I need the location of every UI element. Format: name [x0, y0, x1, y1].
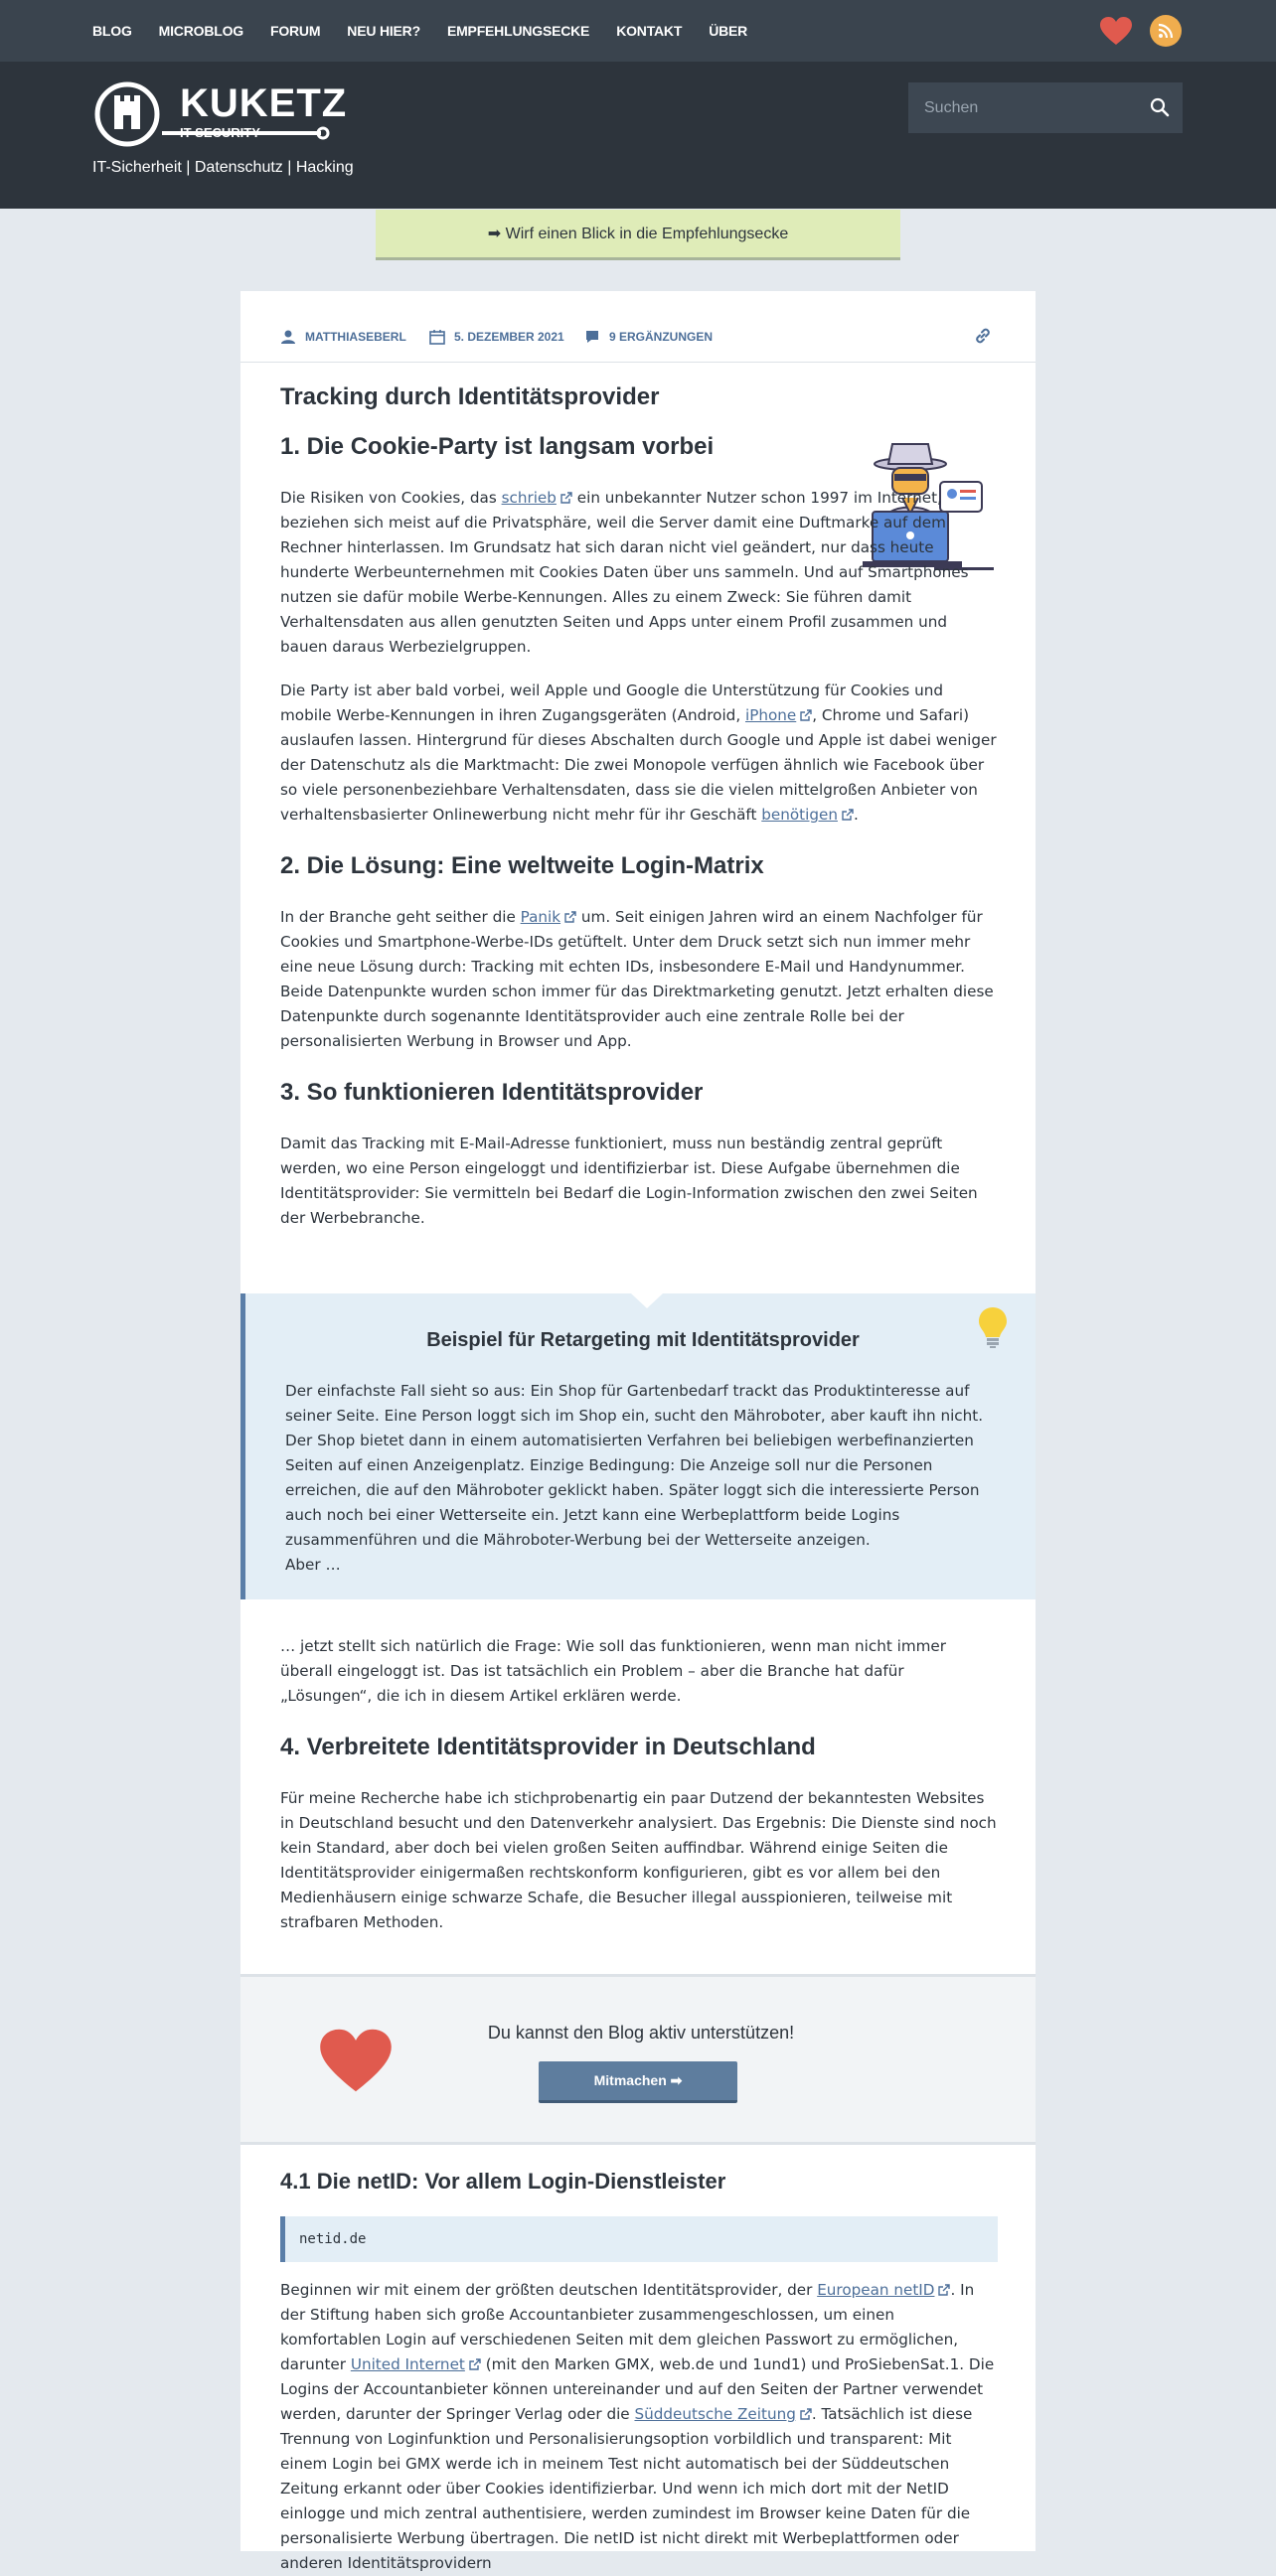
code-block: netid.de [280, 2216, 998, 2262]
search-input[interactable] [908, 99, 1127, 117]
after-box-paragraph: … jetzt stellt sich natürlich die Frage: Wie soll das funktionieren, wenn man nicht immer überall eingeloggt ist. Das ist tatsächlich ein Problem – aber die Branche hat dafür „Lösungen“, die ich in diesem Artikel erklären werde. [280, 1637, 947, 1705]
meta-author-text: MATTHIASEBERL [305, 330, 406, 344]
support-box [240, 1974, 1036, 2145]
box-tail: Aber … [285, 1556, 341, 1574]
section-1-paragraph-2 [280, 679, 998, 828]
nav-item-blog[interactable]: BLOG [92, 23, 132, 39]
external-link-icon [800, 2408, 812, 2420]
text-run: ein unbekannter Nutzer schon 1997 im Internet, beziehen sich meist auf die Privatsphäre, weil die Server damit eine Duftmarke auf dem Rechner hinterlassen. Im Grundsatz hat sich daran nicht viel geändert, nur dass heute hunderte Werbeunternehmen mit Cookies Daten über uns sammeln. Und auf Smartphones nutzen sie dafür mobile Werbe-Kennungen. Alles zu einem Zweck: Sie führen damit Verhaltensdaten aus allen genutzten Seiten und Apps unter einem Profil zusammen und bauen daraus Werbezielgruppen. [280, 489, 969, 656]
box-title: Beispiel für Retargeting mit Identitätsprovider [426, 1329, 860, 1351]
box-paragraph: Der einfachste Fall sieht so aus: Ein Shop für Gartenbedarf trackt das Produktinteresse auf seiner Seite. Eine Person loggt sich im Shop ein, sucht den Mähroboter, aber kauft ihn nicht. Der Shop bietet dann in einem automatisierten Verfahren bei beliebigen werbefinanzierten Seiten auf einen Anzeigenplatz. Einzige Bedingung: Die Anzeige soll nur die Personen erreichen, die auf den Mähroboter geklickt haben. Später loggt sich die interessierte Person auch noch bei einer Wetterseite ein. Jetzt kann eine Werbeplattform beide Logins zusammenführen und die Mähroboter-Werbung bei der Wetterseite anzeigen. [285, 1382, 984, 1549]
article-title: Tracking durch Identitätsprovider [280, 383, 660, 410]
link-iphone[interactable]: iPhone [744, 706, 797, 724]
link-united-internet[interactable]: United Internet [350, 2355, 465, 2373]
text-run: um. Seit einigen Jahren wird an einem Nachfolger für Cookies und Smartphone-Werbe-IDs getüftelt. Unter dem Druck setzt sich nun immer mehr eine neue Lösung durch: Tracking mit echten IDs, insbesondere E-Mail und Handynummer. Beide Datenpunkte wurden schon immer für das Direktmarketing genutzt. Jetzt erhalten diese Datenpunkte durch sogenannte Identitätsprovider auch eine zentrale Rolle bei der personalisierten Werbung in Browser und App. [280, 908, 994, 1050]
site-tagline: IT-Sicherheit | Datenschutz | Hacking [92, 159, 354, 176]
text-run: , Chrome und Safari) auslaufen lassen. Hintergrund für dieses Abschalten durch Google und Apple ist dabei weniger der Datenschutz als die Marktmacht: Die zwei Monopole verfügen ähnlich wie Facebook über so viele personenbeziehbare Verhaltensdaten, dass sie die vielen mittelgroßen Anbieter von verhaltensbasierter Onlinewerbung nicht mehr für ihr Geschäft [280, 706, 997, 824]
heart-icon [318, 2027, 394, 2094]
external-link-icon [938, 2284, 950, 2296]
section-heading-4: 4. Verbreitete Identitätsprovider in Deutschland [280, 1734, 816, 1760]
external-link-icon [842, 809, 854, 821]
section-1-paragraph-1 [280, 486, 998, 660]
section-3-paragraph-1: Damit das Tracking mit E-Mail-Adresse funktioniert, muss nun beständig zentral geprüft werden, wo eine Person eingeloggt und identifizierbar ist. Diese Aufgabe übernehmen die Identitätsprovider: Sie vermitteln bei Bedarf die Login-Information zwischen den zwei Seiten der Werbebranche. [280, 1135, 978, 1227]
section-4-paragraph-1: Für meine Recherche habe ich stichprobenartig ein paar Dutzend der bekanntesten Websites in Deutschland besucht und den Datenverkehr analysiert. Das Ergebnis: Die Dienste sind noch kein Standard, aber doch bei vielen großen Seiten auffindbar. Während einige Seiten die Identitätsprovider einigermaßen rechtskonform konfigurieren, gibt es vor allem bei den Medienhäusern einige schwarze Schafe, die Besucher illegal ausspionieren, teilweise mit strafbaren Methoden. [280, 1789, 997, 1931]
section-4-1-paragraph-1 [280, 2278, 998, 2576]
search-box [908, 82, 1183, 133]
nav-item-neu-hier[interactable]: NEU HIER? [347, 23, 420, 39]
text-run: Die Party ist aber bald vorbei, weil Apple und Google die Unterstützung für Cookies und mobile Werbe-Kennungen in ihren Zugangsgeräten (Android, [280, 682, 944, 724]
article-card [240, 291, 1036, 2572]
nav-links [92, 0, 774, 62]
section-heading-4-1: 4.1 Die netID: Vor allem Login-Dienstleister [280, 2169, 726, 2194]
meta-comments[interactable] [584, 329, 713, 345]
meta-comments-text: 9 ERGÄNZUNGEN [609, 330, 714, 344]
top-navigation [0, 0, 1276, 62]
promo-banner[interactable]: ➡ Wirf einen Blick in die Empfehlungsecke [376, 210, 900, 260]
nav-item-microblog[interactable]: MICROBLOG [158, 23, 243, 39]
mitmachen-button[interactable]: Mitmachen ➡ [539, 2061, 737, 2103]
box-notch [631, 1293, 663, 1308]
site-header [0, 62, 1276, 209]
section-heading-1: 1. Die Cookie-Party ist langsam vorbei [280, 433, 715, 460]
nav-item-empfehlungsecke[interactable]: EMPFEHLUNGSECKE [446, 23, 590, 39]
user-icon [280, 329, 296, 345]
text-run: In der Branche geht seither die [280, 908, 521, 926]
text-run: Beginnen wir mit einem der größten deutschen Identitätsprovider, der [280, 2281, 818, 2299]
comment-icon [584, 329, 600, 345]
text-run: Die Risiken von Cookies, das [280, 489, 502, 507]
text-run: (mit den Marken GMX, web.de und 1und1) und ProSiebenSat.1. Die Logins der Accountanbieter können untereinander und auf den Seiten der Partner verwendet werden, darunter der Springer Verlag oder die [280, 2355, 995, 2423]
nav-item-kontakt[interactable]: KONTAKT [616, 23, 683, 39]
meta-date [429, 329, 564, 345]
external-link-icon [800, 709, 812, 721]
external-link-icon [564, 911, 576, 923]
meta-date-text: 5. DEZEMBER 2021 [454, 330, 564, 344]
external-link-icon [560, 492, 572, 504]
logo-text: KUKETZ [180, 81, 348, 125]
link-panik[interactable]: Panik [520, 908, 561, 926]
section-heading-2: 2. Die Lösung: Eine weltweite Login-Matrix [280, 852, 764, 879]
link-sueddeutsche-zeitung[interactable]: Süddeutsche Zeitung [634, 2405, 796, 2423]
link-schrieb[interactable]: schrieb [501, 489, 557, 507]
meta-author[interactable] [280, 329, 406, 345]
permalink-icon[interactable] [974, 327, 992, 345]
calendar-icon [429, 329, 445, 345]
support-text: Du kannst den Blog aktiv unterstützen! [487, 2023, 795, 2043]
external-link-icon [469, 2358, 481, 2370]
retargeting-example-box [240, 1293, 1036, 1599]
link-european-netid[interactable]: European netID [817, 2281, 935, 2299]
article-meta [240, 291, 1036, 363]
heart-icon[interactable] [1099, 16, 1133, 46]
nav-item-ueber[interactable]: ÜBER [709, 23, 748, 39]
text-run: . Tatsächlich ist diese Trennung von Loginfunktion und Personalisierungsoption vorbildlich und transparent: Mit einem Login bei GMX werde ich in meinem Test nicht automatisch bei der Süddeutschen Zeitung erkannt oder über Cookies identifizierbar. Und wenn ich mich dort mit der NetID einlogge und mich zentral authentisiere, werden zumindest im Browser keine Daten für die personalisierte Werbung übertragen. Die netID ist nicht direkt mit Werbeplattformen oder anderen Identitätsprovidern [280, 2405, 973, 2572]
section-heading-3: 3. So funktionieren Identitätsprovider [280, 1079, 704, 1106]
nav-item-forum[interactable]: FORUM [269, 23, 321, 39]
rss-icon[interactable] [1150, 15, 1182, 47]
link-benoetigen[interactable]: benötigen [761, 806, 838, 824]
text-run: . [853, 806, 859, 824]
box-body [285, 1379, 1003, 1578]
article-content-continued [280, 1634, 998, 1935]
article-content-netid [280, 2167, 998, 2576]
logo-subtext: IT-SECURITY [180, 125, 260, 140]
section-2-paragraph-1 [280, 905, 998, 1054]
search-icon[interactable] [1149, 96, 1171, 118]
text-run: . In der Stiftung haben sich große Accountanbieter zusammengeschlossen, um einen komfortablen Login auf verschiedenen Seiten mit dem gleichen Passwort zu ermöglichen, darunter [280, 2281, 975, 2373]
article-content [280, 382, 998, 1231]
